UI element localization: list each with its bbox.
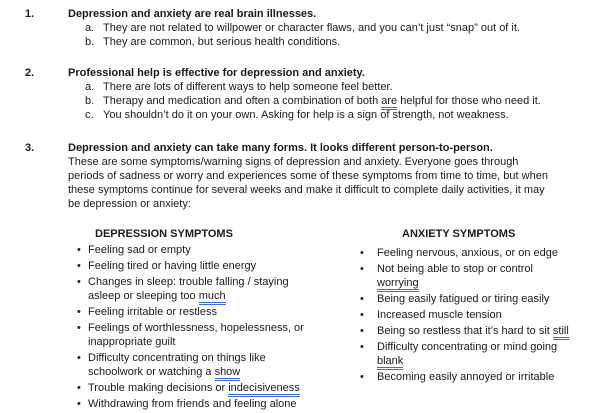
grammar-underline: much xyxy=(199,290,226,305)
list-item-text: Therapy and medication and often a combination of both are helpful for those who need it. xyxy=(103,94,592,108)
symptom-text: Being easily fatigued or tiring easily xyxy=(377,293,550,305)
symptom-list-anxiety xyxy=(360,246,577,386)
column-header-anxiety: ANXIETY SYMPTOMS xyxy=(402,228,516,240)
list-item xyxy=(85,80,592,94)
paragraph-line: periods of sadness or worry and experiences some of these symptoms from time to time, but when xyxy=(68,170,548,182)
section-heading: Depression and anxiety can take many forms. It looks different person-to-person. xyxy=(68,142,493,154)
symptom-item xyxy=(360,340,577,368)
bullet-icon: • xyxy=(360,371,364,383)
symptom-item xyxy=(360,262,577,290)
list-item xyxy=(85,108,592,122)
section-3 xyxy=(0,141,592,211)
symptom-item xyxy=(77,397,317,411)
bullet-icon: • xyxy=(77,260,81,272)
symptom-text: Increased muscle tension xyxy=(377,309,502,321)
symptom-text: Being so restless that it’s hard to sit still xyxy=(377,325,569,340)
symptom-text: Feeling irritable or restless xyxy=(88,306,217,318)
grammar-underline: still xyxy=(553,325,569,340)
grammar-underline: worrying xyxy=(377,277,419,292)
paragraph-line: These are some symptoms/warning signs of depression and anxiety. Everyone goes through xyxy=(68,156,519,168)
column-header-depression: DEPRESSION SYMPTOMS xyxy=(95,228,233,240)
bullet-icon: • xyxy=(360,247,364,259)
symptom-item xyxy=(77,351,317,379)
grammar-underline: show xyxy=(215,366,241,381)
symptom-text: Feeling sad or empty xyxy=(88,244,191,256)
symptom-text: Difficulty concentrating on things like schoolwork or watching a show xyxy=(88,352,266,381)
bullet-icon: • xyxy=(360,263,364,275)
list-item-label: b. xyxy=(85,36,95,48)
grammar-underline: indecisiveness xyxy=(228,382,300,397)
bullet-icon: • xyxy=(360,293,364,305)
symptom-item xyxy=(77,381,317,395)
symptom-item xyxy=(77,243,317,257)
symptom-item xyxy=(77,259,317,273)
symptom-item xyxy=(360,246,577,260)
symptom-item xyxy=(360,308,577,322)
symptom-text: Withdrawing from friends and feeling alone xyxy=(88,398,297,410)
bullet-icon: • xyxy=(77,398,81,410)
list-item-label: a. xyxy=(85,81,95,93)
list-item-label: a. xyxy=(85,22,95,34)
section-number: 2. xyxy=(25,67,35,79)
list-item xyxy=(85,94,592,108)
symptom-text: Becoming easily annoyed or irritable xyxy=(377,371,555,383)
section-heading: Depression and anxiety are real brain illnesses. xyxy=(68,8,317,20)
list-item-text: They are common, but serious health conditions. xyxy=(103,36,341,48)
list-item-label: b. xyxy=(85,95,95,107)
section-number: 3. xyxy=(25,142,35,154)
bullet-icon: • xyxy=(360,341,364,353)
symptom-text: Changes in sleep: trouble falling / staying asleep or sleeping too much xyxy=(88,276,289,305)
paragraph-line: be depression or anxiety: xyxy=(68,198,191,210)
bullet-icon: • xyxy=(360,309,364,321)
list-item-text: There are lots of different ways to help someone feel better. xyxy=(103,81,393,93)
symptom-text: Not being able to stop or control worrying xyxy=(377,263,533,292)
list-item-text: They are not related to willpower or character flaws, and you can’t just “snap” out of it. xyxy=(103,22,520,34)
list-item xyxy=(85,35,592,49)
bullet-icon: • xyxy=(77,306,81,318)
bullet-icon: • xyxy=(77,322,81,334)
symptom-text: Feelings of worthlessness, hopelessness, or inappropriate guilt xyxy=(88,322,304,348)
symptom-text: Trouble making decisions or indecisiveness xyxy=(88,382,300,397)
paragraph-line: these symptoms continue for several weeks and make it difficult to complete daily activities, it may xyxy=(68,184,545,196)
bullet-icon: • xyxy=(77,276,81,288)
symptom-item xyxy=(77,275,317,303)
symptom-text: Feeling nervous, anxious, or on edge xyxy=(377,247,559,259)
symptom-item xyxy=(360,370,577,384)
symptom-text: Difficulty concentrating or mind going blank xyxy=(377,341,557,370)
section-number: 1. xyxy=(25,8,35,20)
section-2 xyxy=(0,66,592,122)
list-item-label: c. xyxy=(85,109,94,121)
grammar-underline: are xyxy=(381,95,397,110)
bullet-icon: • xyxy=(360,325,364,337)
symptom-item xyxy=(77,321,317,349)
symptom-list-depression xyxy=(77,243,317,413)
list-item xyxy=(85,21,592,35)
section-heading: Professional help is effective for depression and anxiety. xyxy=(68,67,365,79)
bullet-icon: • xyxy=(77,382,81,394)
symptom-item xyxy=(360,292,577,306)
section-1 xyxy=(0,7,592,49)
bullet-icon: • xyxy=(77,352,81,364)
symptom-item xyxy=(360,324,577,338)
bullet-icon: • xyxy=(77,244,81,256)
symptom-item xyxy=(77,305,317,319)
list-item-text: You shouldn’t do it on your own. Asking for help is a sign of strength, not weakness. xyxy=(103,109,509,121)
symptom-text: Feeling tired or having little energy xyxy=(88,260,257,272)
grammar-underline: blank xyxy=(377,355,403,370)
